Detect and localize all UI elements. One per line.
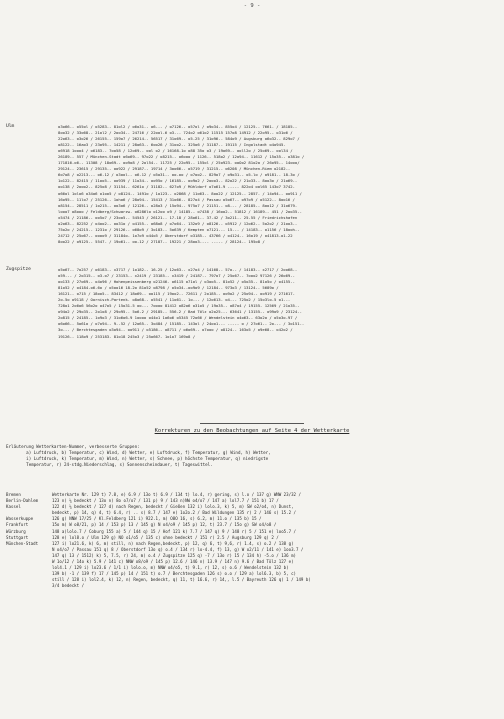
correction-station: Bremen: [6, 492, 21, 497]
correction-station: Frankfurt: [6, 522, 29, 528]
legend-row: i) Luftdruck, k) Temperatur, m) Wind, n) Wetter, s) Schnee, p) höchste Temperatur, q) niedrigste: [6, 455, 269, 461]
correction-text: bedeckt, p) 14, q) 4, t) 6.4, r) .. s) 8.7 / 147 e) 1o2o.2 / Bad Wildungen 135 r) 2 / 146 s) 15.2 /: [52, 510, 296, 516]
section-title: [0, 428, 504, 434]
code-line: 3o--- / Berchtesgaden o3o94-- oo911 / o5186-- o8711 / o6o69-- o7ooo / o8124-- 163o5 / o9e68-- o42o2 /: [58, 327, 293, 333]
code-line: 2o815 / 24185-- 1o9o3 / 31o6o6-9 1oooo o44o1 1o6o6 o5345 72o66 / Wendelstein o4o63-- 63o2o / o5o3o-97 /: [58, 315, 298, 321]
correction-text: 126 g) NNW 17/25 / Kl.Feldberg 121 i) 922.1, m) O8O 16, s) 6.2, m) 11.o / 135 b) 15 /: [52, 516, 262, 522]
code-line: o6918 1ooo4 / o6183-- 7oo58 / 12o69-- ool o2 / 16168-1o o88 35o o3 / 19o69-- ooll2o / 25o69-- ool34 /: [58, 148, 293, 154]
correction-text: W 1o/12 / 14o k) 5.9 / 141 c) NNW o8/o9 / 145 p) 12.6 / 146 n) 13.9 / 147 n) 9.6 / Bad Tölz 127 e): [52, 559, 294, 565]
correction-row: [6, 583, 498, 589]
correction-station: München-Stadt: [6, 540, 39, 546]
correction-text: 128 e) lol8.o / Ulm 129 g) NO o1/o5 / 135 c) ohne bedeckt / 151 r) 2.5 / Augsburg 129 q) 2 /: [52, 534, 279, 540]
code-line: looo7 o8ooo / Feldberg/Schwarzw. o6286lo o12oo o9 / 14185-- o7438 / 16oo2-- 51812 / 16189-- 451 / 2oo35--: [58, 208, 302, 214]
code-line: 16121-- o715 / 18oo5-- 83412 / 18o69-- oo115 / 19oo2-- 72611 / 2o185-- oo9o2 / 25o94-- oo919 / 271617-: [58, 291, 295, 297]
section-title-text: Korrekturen zu den Beobachtungen auf Seite 4 der Wetterkarte: [154, 428, 350, 434]
correction-text: 15o m) W o8/21, p) 14 / 153 p) 13 / 145 g) N o4/o9 / 145 p) 12, t) 23.7 / 15o g) SW o4/o8 /: [52, 522, 277, 528]
correction-text: N o4/o7 / Passau 151 q) 8 / Oberstdorf 13o q) o.4 / 134 r) lo-4.4, f) 13, g) W o2/11 / 141 e) 1oo3.7 /: [52, 546, 304, 552]
correction-station: [6, 583, 52, 589]
code-line: oo133 / 27o69-- o4o96 / Hohenpeissenberg o21246- o6115 o71ol / o3oo5-- 81o52 / o5o35-- 81o5o / o4155--: [58, 279, 295, 285]
station-label: Zugspitze: [6, 267, 31, 272]
code-line: 26189-- 557 / München-Stadt o6o69-- 97o22 / o8215-- o6ooo / 1126-- 518o2 / 12o94-- 11612 / 15o35-- o381o /: [58, 154, 305, 160]
code-line: x5474 / 21186-- oo5o7 / 23oo5-- 54543 / 26121-- 17-18 / 28o61-- 37-42 / 3o211-- 25-55 / Friedrichshafen: [58, 214, 298, 220]
legend-row: Temperatur, r) 24-stdg.Niederschlag, s) Sonnenscheindauer, t) Tageswittel.: [6, 461, 213, 467]
code-line: 22o63-- o3o26 / 26155-- 159o7 / 26214-- 56517 / 31o69-- o5-25 / 31o96-- 584o9 / Augsburg o6o32-- 829o7 /: [58, 136, 300, 142]
correction-station: Würzburg: [6, 528, 26, 534]
correction-station: Wasserkuppe: [6, 516, 34, 522]
code-line: 8oo22 / o9125-- 5547- / 19o61-- oo-12 / 27187-- 19221 / 28oo3---- ----- / 28124-- 195o8 /: [58, 238, 265, 244]
code-line: 6o7o8 / o2213--- o6-12 / o3ool-- o6-12 / o5o31-- oo-oo / o7oo2-- 829o7 / o9o31-- o5-lo / o9181-- 18-3o /: [58, 172, 300, 178]
code-line: o2o63-- 82252 / o4oo2-- oo31o / o4155-- o68o8 / o7o64-- 132o9 / o8126-- o5912 / 12o62-- 5o2o2 / 21oo3--: [58, 220, 298, 226]
code-line: 75o2o / 24215-- 1231o / 29126-- o68o9 / 3o183-- 5o639 / Kempten o7121--- 15--- / 14183-- o1156 / 18ooh--: [58, 226, 300, 232]
code-line: 1o122-- 82415 / 11oo5-- oo939 / 11o34-- oo95o / 16185-- oo9o2 / 2ooo3-- 82o22 / 21o33-- 8oo3o / 21o69--: [58, 178, 298, 184]
code-line: o8154-- 28511 / 1o215-- oo3o6 / 12126-- o28o3 / 15o94-- 975o7 / 21151-- o8--- / 28185-- 8oo12 / 31o679-: [58, 202, 298, 208]
observation-code-lines: [58, 124, 498, 245]
code-line: 29124-- 23615 / 29135-- oo922 / 29187-- 19714 / 3oo66-- o5719 / 31215-- o6208 / München-Riem o2182--: [58, 166, 291, 172]
page-number: - 9 -: [243, 3, 261, 9]
correction-text: still / 128 i) lol2.4, k) 12, n) Regen, bedeckt, q) 11, t) 16.6, r) 14,, l.5 / Bayreuth 126 q) 1 / 149 b): [52, 577, 311, 583]
legend-explanation: [6, 444, 498, 468]
correction-text: 139 b) -1 / 139 f) 17 / 145 p) 14 / 151 t) o.7 / Berchtesgaden 126 s) o.o / 129 a) lol6.3, b) 5, c): [52, 571, 296, 577]
code-line: o5o67-- 7o257 / o6183-- x3717 / 1o182-- 16-25 / 12o63-- x27o4 / 14168-- 57o-- / 14183-- x2717 / 2oo68--: [58, 267, 298, 272]
correction-station: Kassel: [6, 504, 21, 510]
code-line: 16o95-- 11lo7 / 25126-- 1oho6 / 28o94-- 15413 / 31o66-- 827o4 / Passau o5o67-- o97o9 / o5122-- 8oo16 /: [58, 196, 295, 202]
correction-text: lol4.1 / 129 i) lo23.6 / 1/1 i) lolo.o, m) NNW o4/o5, t) 9.1, r) 12, s) o.6 / Wendelstein 132 b): [52, 565, 289, 571]
code-line: 2o-5o o9118 / Oornisch-Partenk. o8o68-- o5541 / 11o61-- 1o--- / 12o613- o4--- 725o2 / 15o3lo-5 o1---: [58, 297, 291, 303]
correction-text: 148 a)lolo.7 / Coburg 155 a) 5 / 144 q) 15 / Hof 121 k) 7.7 / 147 q) 9 / 148 r) 5 / 151 e) loo5.7 /: [52, 528, 296, 534]
code-line: o6o66-- 5o61o / o7o94-- 9--52 / 12o65-- 3o484 / 15185-- 143ol / 24oo1--- ----- o / 27o61-- 2o--- / 3o151--: [58, 321, 305, 327]
legend-row: Erläuterung Wetterkarten-Nummer, verbesserte Gruppen:: [6, 444, 140, 449]
code-line: 19126-- 118o9 / 253183- 81o18 245o3 / 25o667- 1o1o7 169o8 /: [58, 333, 196, 339]
corrections-list: [6, 492, 498, 590]
code-line: 8oo32 / 33o68-- 21ol2 / 2oo34-- 24716 / 22ool-6 o3--- 724o2 o61o2 11515 157o8 14912 / 22o95-- o31o6 /: [58, 130, 293, 136]
code-line: o3o66-- o55ol / o5283-- 81ol2 / o6o31-- o6--- / o7126-- o57ol / o9o34-- 855o4 / 12125-- 7661- / 18185--: [58, 124, 298, 129]
correction-text: 127 i) lo21.6, k) 6, m) still, n) nach Regen,bedeckt, p) 12, q) 6, t) 9,6, r) 1.4, s) o.2 / 138 g): [52, 540, 294, 546]
code-line: o66ol 1olo6 o34o6 o1oo5 / o8124-- 1491o / 1o123-- o2868 / 11o63-- 8oo22 / 12125-- 2857- / 14o94-- oo911 /: [58, 190, 302, 196]
code-line: oo138 / 2ooo2-- 825o8 / 31154-- 6261o / 31182-- 627o9 / Mühldorf o7o61-9 ----- 822o4 ool65 143o7 3742-: [58, 184, 295, 190]
code-line: 81o52 / o4184-o6-6o / o5oo16 18-2o 81o52 o8798 / o5o34--oo9o9 / 12184-- 973o3 / 13124-- 5689o /: [58, 285, 279, 291]
station-label: Ulm: [6, 124, 15, 129]
legend-row: a) Luftdruck, b) Temperatur, c) Wind, d) Wetter, e) Luftdruck, f) Temperatur, g) Wind, h) Wetter,: [6, 449, 271, 455]
code-line: o94o2 / 29o35-- 2o1o8 / 29o95-- 5o6-2 / 29185-- 556-2 / Bad Tölz o2o25--- 63641 / 13155-- o99o9 / 23124--: [58, 309, 302, 315]
correction-text: 3/4 bedeckt /: [52, 583, 85, 589]
observation-code-lines: [58, 267, 498, 340]
section-divider: [200, 423, 304, 424]
correction-station: Berlin-Dahlem: [6, 498, 39, 504]
code-line: o59--- / 2o315-- o3-o7 / 23153-- x2419 / 23185-- x3419 / 24187-- 797o7 / 25o67-- 7ooo2 97126 / 26o69--: [58, 273, 295, 279]
correction-text: 147 q) 13 / 1512) k) 5, 7.5, r) 24, m) o.4 / Zugspitze 125 q) -7 / 13o r) 15 / 134 h) -5.o / 136 m): [52, 552, 296, 558]
code-line: o8122-- 16ao3 / 23o95-- 14211 / 28o63-- 6oo26 / 31oo2-- 325o6 / 31187-- 19115 / Ingolstadt o4o945-: [58, 142, 286, 148]
code-line: 728o1 2o6o6 56o2o o47o5 / 15o31-5 oo--- 7oooo 81412 o82o6 o31o5 / 19o35-- o87o4 / 19155- 12569 / 21o35--: [58, 303, 300, 309]
correction-text: Wetterkarte Nr. 129 t) 7.8, e) 6.9 / 13o t) 6.9 / 134 t) lo.4, r) gering, s) l.o / 137 g) WNW 23/32 /: [52, 492, 301, 497]
code-line: 24712 / 25o67-- oooo9 / 31184o- 1o7o9 o44o5 / Oberstdorf o3185-- 43766 / o4124-- 16o19 / o41813-o1-22: [58, 232, 293, 238]
correction-station: Stuttgart: [6, 534, 29, 540]
correction-text: 122 d) ¼ bedeckt / 127 d) nach Regen, bedeckt / Gießen 132 i) lolo.3, k) 5, m) SW o2/o4, n) Dunst,: [52, 504, 294, 510]
correction-text: 123 n) ¼ bedeckt / 13o n) 8o o7/o7 / 131 p) 9 / 143 n)NW o4/o7 / 147 a) lol7.7 / 151 b) 17 /: [52, 498, 279, 504]
code-line: 171816-o6-- 11308 / 18o69-- oo9o8 / 2ol54-- 11725 / 22o95-- 155ol / 25o923- ooOo2 81o2o / 26o95-- 14ooo/: [58, 160, 300, 166]
